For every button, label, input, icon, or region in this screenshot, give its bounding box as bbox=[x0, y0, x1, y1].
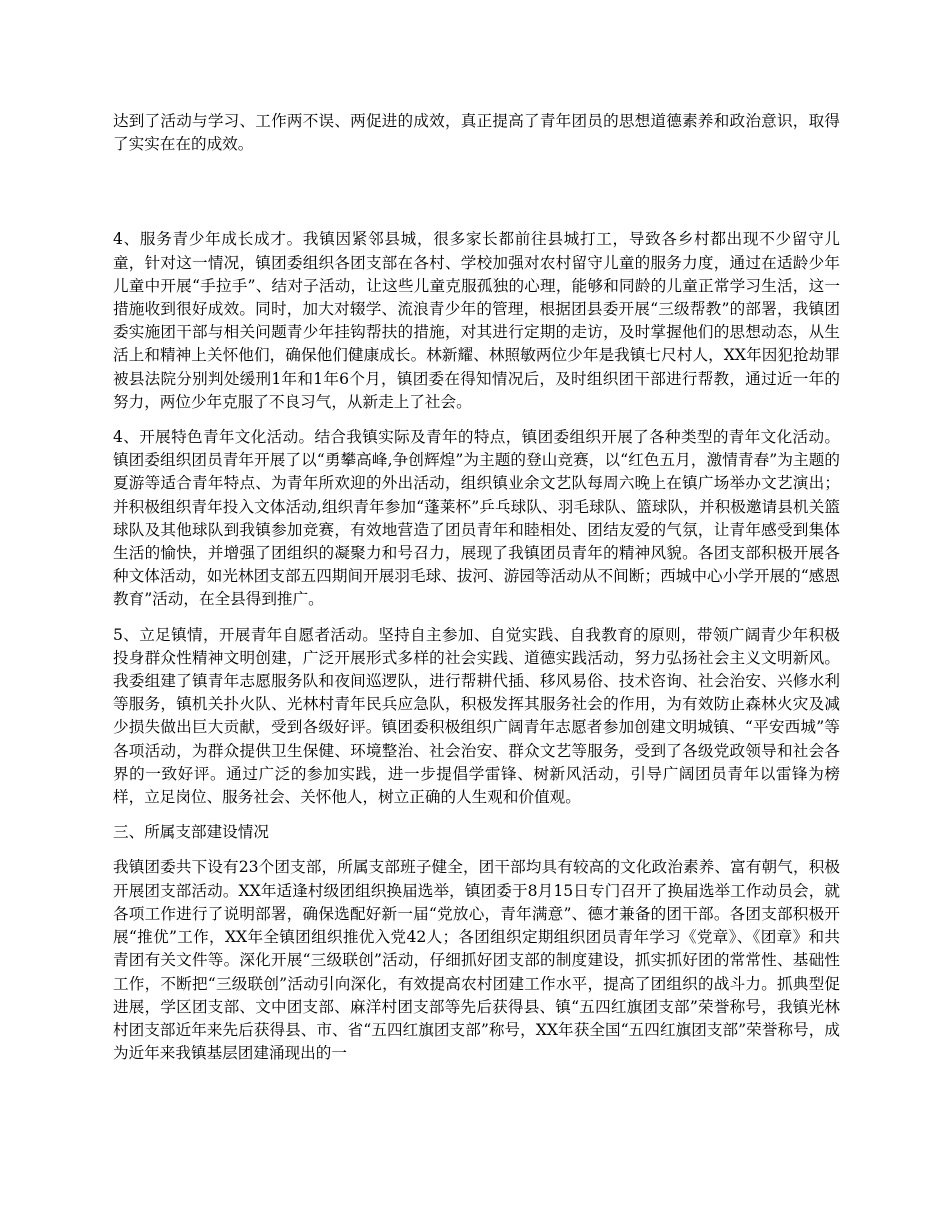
paragraph-youth-growth: 4、服务青少年成长成才。我镇因紧邻县城，很多家长都前往县城打工，导致各乡村都出现不少留守儿童，针对这一情况，镇团委组织各团支部在各村、学校加强对农村留守儿童的服务力度，通过在适龄少年儿童中开展“手拉手”、结对子活动，让这些儿童克服孤独的心理，能够和同龄的儿童正常学习生活，这一措施收到很好成效。同时，加大对辍学、流浪青少年的管理，根据团县委开展“三级帮教”的部署，我镇团委实施团干部与相关问题青少年挂钩帮扶的措施，对其进行定期的走访，及时掌握他们的思想动态，从生活上和精神上关怀他们，确保他们健康成长。林新耀、林照敏两位少年是我镇七尺村人，XX年因犯抢劫罪被县法院分别判处缓刑1年和1年6个月，镇团委在得知情况后，及时组织团干部进行帮教，通过近一年的努力，两位少年克服了不良习气，从新走上了社会。 bbox=[113, 230, 840, 411]
paragraph-youth-culture: 4、开展特色青年文化活动。结合我镇实际及青年的特点，镇团委组织开展了各种类型的青年文化活动。镇团委组织团员青年开展了以“勇攀高峰,争创辉煌”为主题的登山竞赛，以“红色五月，激情青春”为主题的夏游等适合青年特点、为青年所欢迎的外出活动，组织镇业余文艺队每周六晚上在镇广场举办文艺演出；并积极组织青年投入文体活动,组织青年参加“蓬莱杯”乒乓球队、羽毛球队、篮球队，并积极邀请县机关篮球队及其他球队到我镇参加竞赛，有效地营造了团员青年和睦相处、团结友爱的气氛，让青年感受到集体生活的愉快，并增强了团组织的凝聚力和号召力，展现了我镇团员青年的精神风貌。各团支部积极开展各种文体活动，如光林团支部五四期间开展羽毛球、拔河、游园等活动从不间断；西城中心小学开展的“感恩教育”活动，在全县得到推广。 bbox=[113, 428, 840, 609]
paragraph-branch-building: 我镇团委共下设有23个团支部，所属支部班子健全，团干部均具有较高的文化政治素养、富有朝气，积极开展团支部活动。XX年适逢村级团组织换届选举，镇团委于8月15日专门召开了换届选举工作动员会，就各项工作进行了说明部署，确保选配好新一届“党放心，青年满意”、德才兼备的团干部。各团支部积极开展“推优”工作，XX年全镇团组织推优入党42人；各团组织定期组织团员青年学习《党章》、《团章》和共青团有关文件等。深化开展“三级联创”活动，仔细抓好团支部的制度建设，抓实抓好团的常常性、基础性工作，不断把“三级联创”活动引向深化，有效提高农村团建工作水平，提高了团组织的战斗力。抓典型促进展，学区团支部、文中团支部、麻洋村团支部等先后获得县、镇“五四红旗团支部”荣誉称号，我镇光林村团支部近年来先后获得县、市、省“五四红旗团支部”称号，XX年获全国“五四红旗团支部”荣誉称号，成为近年来我镇基层团建涌现出的一 bbox=[113, 858, 840, 1063]
document-page bbox=[113, 110, 840, 1065]
paragraph-study-results: 达到了活动与学习、工作两不误、两促进的成效，真正提高了青年团员的思想道德素养和政治意识，取得了实实在在的成效。 bbox=[113, 112, 840, 154]
section-heading-branch-building: 三、所属支部建设情况 bbox=[113, 823, 269, 842]
paragraph-volunteer-activities: 5、立足镇情，开展青年自愿者活动。坚持自主参加、自觉实践、自我教育的原则，带领广阔青少年积极投身群众性精神文明创建，广泛开展形式多样的社会实践、道德实践活动，努力弘扬社会主义文明新风。我委组建了镇青年志愿服务队和夜间巡逻队，进行帮耕代插、移风易俗、技术咨询、社会治安、兴修水利等服务，镇机关扑火队、光林村青年民兵应急队，积极发挥其服务社会的作用，为有效防止森林火灾及减少损失做出巨大贡献，受到各级好评。镇团委积极组织广阔青年志愿者参加创建文明城镇、“平安西城”等各项活动，为群众提供卫生保健、环境整治、社会治安、群众文艺等服务，受到了各级党政领导和社会各界的一致好评。通过广泛的参加实践，进一步提倡学雷锋、树新风活动，引导广阔团员青年以雷锋为榜样，立足岗位、服务社会、关怀他人，树立正确的人生观和价值观。 bbox=[113, 625, 840, 807]
